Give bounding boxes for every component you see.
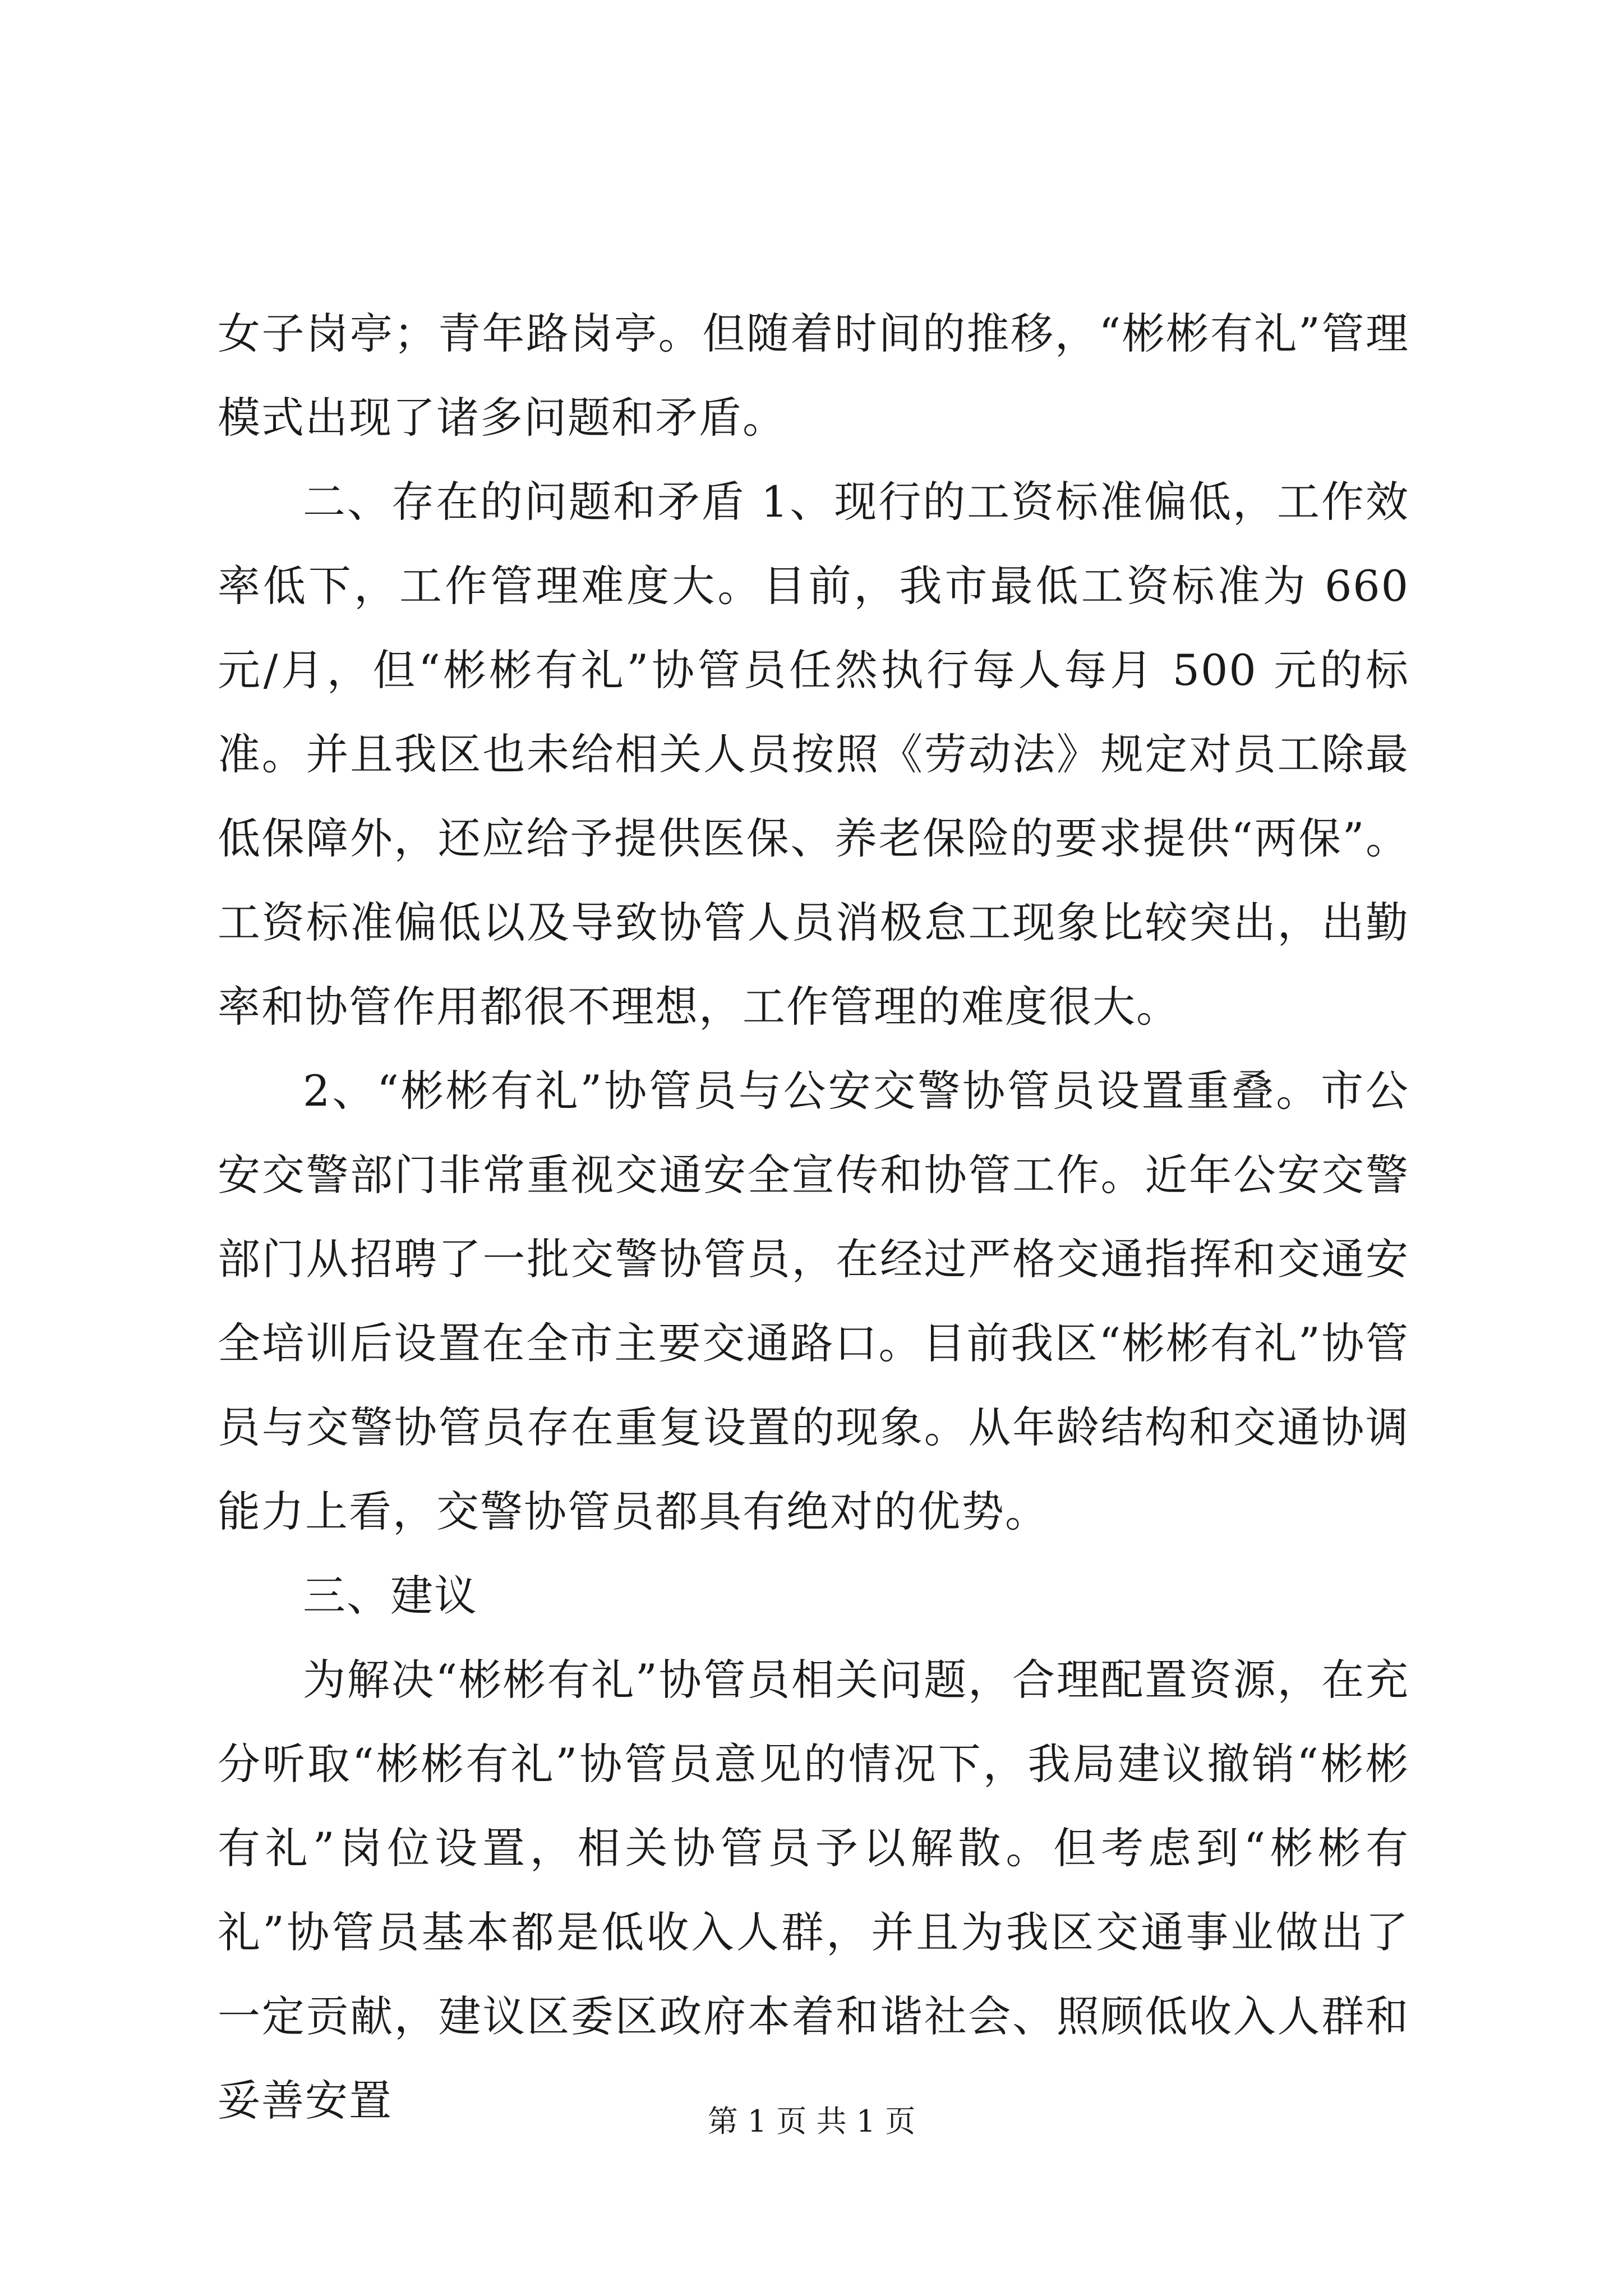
paragraph-overlap: 2、“彬彬有礼”协管员与公安交警协管员设置重叠。市公安交警部门非常重视交通安全宣传和协管工作。近年公安交警部门从招聘了一批交警协管员，在经过严格交通指挥和交通安全培训后设置在全市主要交通路口。目前我区“彬彬有礼”协管员与交警协管员存在重复设置的现象。从年龄结构和交通协调能力上看，交警协管员都具有绝对的优势。	[218, 1066, 1409, 1536]
paragraph-suggestions: 为解决“彬彬有礼”协管员相关问题，合理配置资源，在充分听取“彬彬有礼”协管员意见的情况下，我局建议撤销“彬彬有礼”岗位设置，相关协管员予以解散。但考虑到“彬彬有礼”协管员基本都是低收入人群，并且为我区交通事业做出了一定贡献，建议区委区政府本着和谐社会、照顾低收入人群和妥善安置	[218, 1655, 1409, 2125]
paragraph-problems: 二、存在的问题和矛盾 1、现行的工资标准偏低，工作效率低下，工作管理难度大。目前，我市最低工资标准为 660 元/月，但“彬彬有礼”协管员任然执行每人每月 500 元的标准。并且我区也未给相关人员按照《劳动法》规定对员工除最低保障外，还应给予提供医保、养老保险的要求提供“两保”。工资标准偏低以及导致协管人员消极怠工现象比较突出，出勤率和协管作用都很不理想，工作管理的难度很大。	[218, 477, 1409, 1032]
section-heading-suggestions: 三、建议	[303, 1571, 478, 1621]
paragraph-continuation: 女子岗亭；青年路岗亭。但随着时间的推移，“彬彬有礼”管理模式出现了诸多问题和矛盾。	[218, 309, 1409, 443]
page-footer: 第 1 页 共 1 页	[707, 2104, 916, 2139]
document-body	[218, 292, 1409, 2143]
